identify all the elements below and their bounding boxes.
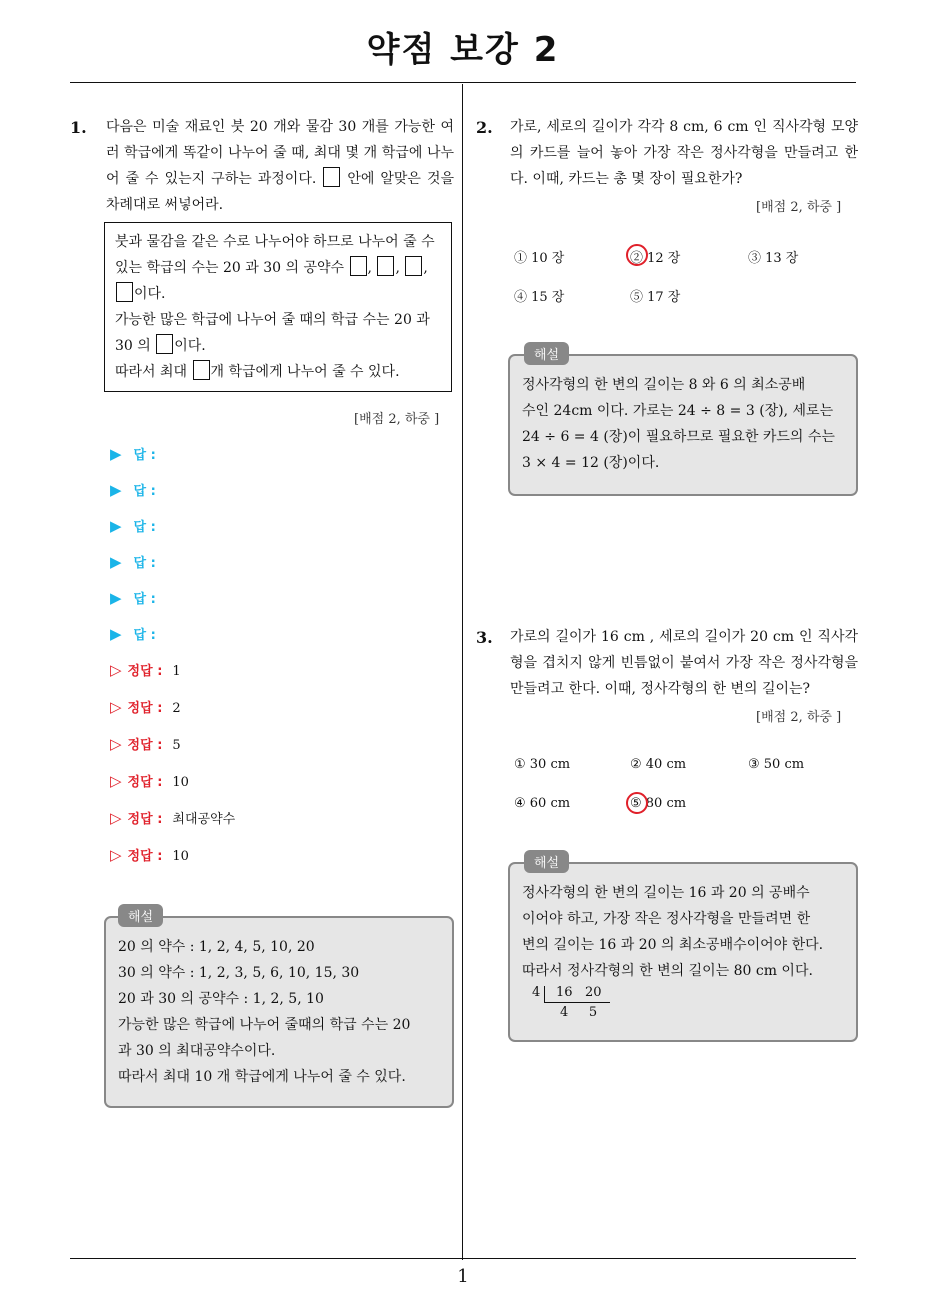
- q2-choice-1[interactable]: ① 10 장: [514, 251, 565, 266]
- q1-box-line2: 이다.: [134, 286, 166, 302]
- answer-label: 답 :: [133, 448, 156, 463]
- solution-line: 20 의 약수 : 1, 2, 4, 5, 10, 20: [118, 939, 315, 955]
- correct-answer-row: [110, 660, 181, 679]
- solution-line: 20 과 30 의 공약수 : 1, 2, 5, 10: [118, 991, 324, 1007]
- q3-choice-4[interactable]: ④ 60 cm: [514, 796, 571, 811]
- play-triangle-icon: ▶: [110, 625, 122, 643]
- q1-box-line3: 가능한 많은 학급에 나누어 줄 때의 학급 수는 20 과 30 의: [115, 312, 430, 354]
- answer-row[interactable]: [110, 444, 156, 463]
- play-triangle-icon: ▶: [110, 481, 122, 499]
- play-triangle-icon: ▶: [110, 589, 122, 607]
- q2-choice-3[interactable]: ③ 13 장: [748, 251, 799, 266]
- correct-label: 정답 :: [127, 812, 163, 827]
- outline-triangle-icon: ▷: [110, 661, 122, 679]
- q2-solution-box: [508, 354, 858, 496]
- correct-label: 정답 :: [127, 701, 163, 716]
- q3-solution-tag: 해설: [524, 850, 569, 873]
- solution-line: 24 ÷ 6 = 4 (장)이 필요하므로 필요한 카드의 수는: [522, 429, 835, 445]
- solution-line: 정사각형의 한 변의 길이는 8 와 6 의 최소공배: [522, 377, 806, 393]
- blank-box[interactable]: [193, 360, 210, 380]
- correct-value: 10: [172, 849, 189, 864]
- division-top: 16 20: [556, 985, 602, 1000]
- division-bottom: 4 5: [560, 1005, 598, 1020]
- q2-score: [배점 2, 하중 ]: [756, 200, 842, 215]
- blank-box[interactable]: [156, 334, 173, 354]
- correct-value: 최대공약수: [172, 812, 236, 827]
- q1-process-box: 붓과 물감을 같은 수로 나누어야 하므로 나누어 줄 수 있는 학급의 수는 20 과 30 의 공약수 , , , 이다. 가능한 많은 학급에 나누어 줄 때의 학급 수는 20 과 30 의 이다. 따라서 최대 개 학급에게 나누어 줄 수 있다.: [104, 222, 452, 392]
- q3-score: [배점 2, 하중 ]: [756, 710, 842, 725]
- outline-triangle-icon: ▷: [110, 735, 122, 753]
- q2-solution-tag: 해설: [524, 342, 569, 365]
- correct-value: 1: [172, 664, 181, 679]
- q1-score: [배점 2, 하중 ]: [354, 412, 440, 427]
- q1-box-line6: 개 학급에게 나누어 줄 수 있다.: [210, 364, 400, 380]
- blank-box[interactable]: [377, 256, 394, 276]
- header-rule: [70, 82, 856, 83]
- q1-solution-tag: 해설: [118, 904, 163, 927]
- correct-value: 5: [172, 738, 181, 753]
- answer-label: 답 :: [133, 628, 156, 643]
- q3-choice-5[interactable]: ⑤ 80 cm: [630, 796, 687, 811]
- answer-row[interactable]: [110, 480, 156, 499]
- division-bar: [544, 986, 545, 1002]
- solution-line: 따라서 최대 10 개 학급에게 나누어 줄 수 있다.: [118, 1069, 406, 1085]
- footer-rule: [70, 1258, 856, 1259]
- outline-triangle-icon: ▷: [110, 809, 122, 827]
- q3-solution-box: [508, 862, 858, 1042]
- blank-box[interactable]: [405, 256, 422, 276]
- correct-answer-row: [110, 771, 189, 790]
- answer-label: 답 :: [133, 592, 156, 607]
- q2-number: 2.: [476, 118, 493, 137]
- q3-choice-2[interactable]: ② 40 cm: [630, 757, 687, 772]
- blank-box[interactable]: [350, 256, 367, 276]
- solution-line: 3 × 4 = 12 (장)이다.: [522, 455, 660, 471]
- q3-choice-1[interactable]: ① 30 cm: [514, 757, 571, 772]
- q3-text: 가로의 길이가 16 cm , 세로의 길이가 20 cm 인 직사각형을 겹치지 않게 빈틈없이 붙여서 가장 작은 정사각형을 만들려고 한다. 이때, 정사각형의 한 변의 길이는?: [510, 629, 858, 697]
- answer-row[interactable]: [110, 516, 156, 535]
- correct-answer-row: [110, 845, 189, 864]
- correct-label: 정답 :: [127, 775, 163, 790]
- q1-box-line5: 따라서 최대: [115, 364, 188, 380]
- selected-answer-circle: [626, 792, 648, 814]
- solution-line: 수인 24cm 이다. 가로는 24 ÷ 8 = 3 (장), 세로는: [522, 403, 834, 419]
- outline-triangle-icon: ▷: [110, 772, 122, 790]
- answer-label: 답 :: [133, 520, 156, 535]
- solution-line: 가능한 많은 학급에 나누어 줄때의 학급 수는 20: [118, 1017, 411, 1033]
- solution-line: 과 30 의 최대공약수이다.: [118, 1043, 276, 1059]
- correct-label: 정답 :: [127, 849, 163, 864]
- correct-answer-row: [110, 697, 181, 716]
- outline-triangle-icon: ▷: [110, 846, 122, 864]
- correct-label: 정답 :: [127, 664, 163, 679]
- page-title: 약점 보강 2: [366, 30, 560, 70]
- solution-line: 30 의 약수 : 1, 2, 3, 5, 6, 10, 15, 30: [118, 965, 360, 981]
- q3-choice-3[interactable]: ③ 50 cm: [748, 757, 805, 772]
- q2-text: 가로, 세로의 길이가 각각 8 cm, 6 cm 인 직사각형 모양의 카드를 늘어 놓아 가장 작은 정사각형을 만들려고 한다. 이때, 카드는 총 몇 장이 필요한가?: [510, 119, 858, 187]
- play-triangle-icon: ▶: [110, 553, 122, 571]
- solution-line: 이어야 하고, 가장 작은 정사각형을 만들려면 한: [522, 911, 811, 927]
- division-diagram: [522, 984, 844, 1024]
- selected-answer-circle: [626, 244, 648, 266]
- correct-answer-row: [110, 808, 235, 827]
- q1-solution-box: [104, 916, 454, 1108]
- correct-value: 2: [172, 701, 181, 716]
- q1-box-line1: 붓과 물감을 같은 수로 나누어야 하므로 나누어 줄 수 있는 학급의 수는 20 과 30 의 공약수: [115, 234, 435, 276]
- solution-line: 따라서 정사각형의 한 변의 길이는 80 cm 이다.: [522, 963, 813, 979]
- page-number: 1: [457, 1266, 469, 1287]
- correct-label: 정답 :: [127, 738, 163, 753]
- play-triangle-icon: ▶: [110, 517, 122, 535]
- solution-line: 정사각형의 한 변의 길이는 16 과 20 의 공배수: [522, 885, 810, 901]
- q2-choice-2[interactable]: ② 12 장: [630, 251, 681, 266]
- column-divider: [462, 84, 463, 1260]
- answer-row[interactable]: [110, 552, 156, 571]
- play-triangle-icon: ▶: [110, 445, 122, 463]
- outline-triangle-icon: ▷: [110, 698, 122, 716]
- q1-box-line4: 이다.: [174, 338, 206, 354]
- q2-choice-4[interactable]: ④ 15 장: [514, 290, 565, 305]
- blank-box: [323, 167, 340, 187]
- correct-answer-row: [110, 734, 181, 753]
- answer-row[interactable]: [110, 588, 156, 607]
- q2-choice-5[interactable]: ⑤ 17 장: [630, 290, 681, 305]
- answer-label: 답 :: [133, 556, 156, 571]
- answer-label: 답 :: [133, 484, 156, 499]
- solution-line: 변의 길이는 16 과 20 의 최소공배수이어야 한다.: [522, 937, 824, 953]
- answer-row[interactable]: [110, 624, 156, 643]
- q1-text-tail: 안에 알맞은 것을 차례대로 써넣어라.: [106, 171, 455, 213]
- blank-box[interactable]: [116, 282, 133, 302]
- q1-text-main: 다음은 미술 재료인 붓 20 개와 물감 30 개를 가능한 여러 학급에게 똑같이 나누어 줄 때, 최대 몇 개 학급에 나누어 줄 수 있는지 구하는 과정이다.: [106, 119, 454, 187]
- q1-number: 1.: [70, 118, 87, 137]
- q3-number: 3.: [476, 628, 493, 647]
- q1-text: [106, 114, 454, 218]
- correct-value: 10: [172, 775, 189, 790]
- division-divisor: 4: [532, 985, 541, 1000]
- division-line: [544, 1002, 610, 1003]
